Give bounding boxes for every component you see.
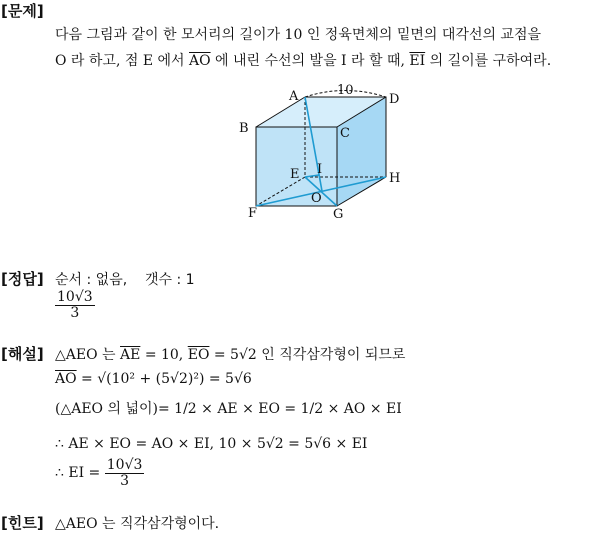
problem-text: O 라 하고, 점 E 에서 <box>55 53 185 69</box>
label-h: H <box>389 171 401 186</box>
segment-ae: $\overline{AE}$ <box>120 347 141 363</box>
label-a: A <box>289 89 299 104</box>
explanation-line-1 <box>55 344 405 364</box>
answer-meta <box>55 269 195 289</box>
label-b: B <box>239 121 249 136</box>
segment-ao: $\overline{AO}$ <box>55 371 77 387</box>
label-c: C <box>340 126 350 141</box>
label-edge-10: 10 <box>337 83 354 98</box>
fraction-half: 1/2 <box>174 401 197 417</box>
answer-tag: [정답] <box>1 270 44 288</box>
problem-text: 에 내린 수선의 발을 I 라 할 때, <box>215 53 405 69</box>
cube-figure <box>230 82 420 222</box>
problem-line-1: 다음 그림과 같이 한 모서리의 길이가 10 인 정육면체의 밑면의 대각선의 교점을 <box>55 27 542 43</box>
text: × AO × EI <box>327 401 402 417</box>
answer-order: 순서 : 없음, <box>55 272 128 288</box>
answer-value <box>55 290 95 320</box>
problem-tag: [문제] <box>1 2 44 20</box>
explanation-tag: [해설] <box>1 345 44 363</box>
text: △AEO 는 <box>55 347 116 363</box>
problem-line-2 <box>55 50 551 70</box>
segment-ao: $\overline{AO}$ <box>189 53 211 69</box>
label-o: O <box>311 191 322 206</box>
hint-tag: [힌트] <box>1 514 44 532</box>
label-g: G <box>333 207 344 222</box>
explanation-line-5 <box>55 458 144 488</box>
text: = √(10² + (5√2)²) = 5√6 <box>81 371 252 387</box>
text: = 5√2 <box>213 347 257 363</box>
segment-ei: $\overline{EI}$ <box>409 53 426 69</box>
hint-text: △AEO 는 직각삼각형이다. <box>55 516 220 532</box>
text: × AE × EO = <box>201 401 297 417</box>
segment-eo: $\overline{EO}$ <box>187 347 210 363</box>
label-e: E <box>290 167 300 182</box>
problem-text: 의 길이를 구하여라. <box>429 53 552 69</box>
explanation-line-3 <box>55 398 402 418</box>
explanation-line-4: ∴ AE × EO = AO × EI, 10 × 5√2 = 5√6 × EI <box>55 436 368 452</box>
fraction-half: 1/2 <box>300 401 324 417</box>
text: = 10, <box>144 347 184 363</box>
answer-numerator: 10√3 <box>57 289 93 305</box>
label-d: D <box>389 92 400 107</box>
text: (△AEO 의 넓이)= <box>55 401 170 417</box>
explanation-line-2 <box>55 371 252 387</box>
label-i: I <box>317 162 323 177</box>
text: 인 직각삼각형이 되므로 <box>261 347 406 363</box>
answer-denominator: 3 <box>70 304 80 321</box>
result-numerator: 10√3 <box>106 457 143 473</box>
result-denominator: 3 <box>120 472 130 489</box>
answer-count: 갯수 : 1 <box>144 272 195 288</box>
text: ∴ EI = <box>55 465 101 482</box>
label-f: F <box>248 206 258 221</box>
